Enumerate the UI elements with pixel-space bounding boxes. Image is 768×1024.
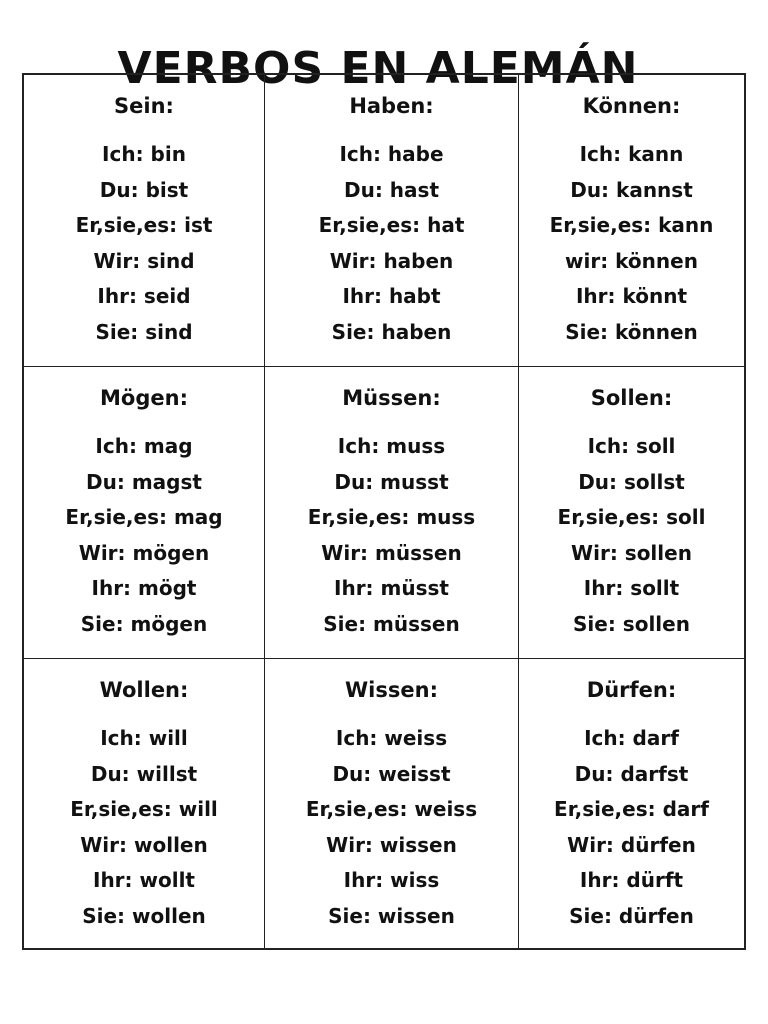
verb-cell-sollen [519,367,744,659]
conjugation-line: Ich: soll [587,434,676,458]
conjugation-list [519,429,744,642]
verb-cell-haben [265,75,519,367]
conjugation-line: Wir: wollen [80,832,208,857]
conjugation-line: Er,sie,es: ist [75,213,213,237]
verb-cell-sein [24,75,265,367]
conjugation-line: Ihr: seid [97,284,191,308]
verb-title: Wissen: [345,678,438,702]
conjugation-line: Wir: mögen [78,540,210,565]
conjugation-line: Ich: darf [584,726,679,750]
conjugation-line: Er,sie,es: mag [65,505,223,529]
conjugation-line: Ihr: könnt [575,284,688,308]
conjugation-line: Ihr: wollt [93,868,195,892]
conjugation-line: Ich: bin [102,142,186,166]
verb-cell-wissen [265,659,519,948]
conjugation-list [265,721,518,934]
conjugation-line: Ich: kann [579,142,684,166]
conjugation-line: Du: weisst [332,761,451,786]
conjugation-line: Du: sollst [578,469,685,494]
conjugation-line: Sie: können [565,319,698,344]
conjugation-line: Ich: will [100,726,188,750]
conjugation-line: Ich: weiss [335,726,448,750]
conjugation-line: Sie: haben [331,319,452,344]
verb-table [22,73,746,950]
conjugation-line: Sie: sollen [573,611,690,636]
conjugation-line: Sie: mögen [80,611,208,636]
conjugation-line: Wir: sollen [571,540,692,565]
verb-title: Können: [582,94,681,118]
conjugation-line: Wir: wissen [326,832,457,857]
conjugation-list [24,721,264,934]
conjugation-line: Du: willst [90,761,198,786]
conjugation-line: Wir: dürfen [567,832,696,857]
conjugation-line: Ich: muss [337,434,446,458]
conjugation-list [519,137,744,350]
conjugation-line: Ihr: habt [342,284,441,308]
verb-cell-muessen [265,367,519,659]
verb-title: Mögen: [100,386,188,410]
verb-title: Haben: [349,94,434,118]
page-title: VERBOS EN ALEMÁN [117,43,639,95]
verb-cell-duerfen [519,659,744,948]
conjugation-line: Ich: habe [339,142,444,166]
conjugation-list [265,429,518,642]
conjugation-list [519,721,744,934]
conjugation-line: Er,sie,es: soll [557,505,706,529]
conjugation-line: wir: können [565,248,698,273]
conjugation-line: Wir: müssen [321,540,462,565]
conjugation-line: Sie: dürfen [569,903,694,928]
conjugation-line: Wir: sind [93,248,195,273]
conjugation-line: Er,sie,es: muss [307,505,476,529]
conjugation-line: Sie: wollen [82,903,206,928]
conjugation-line: Du: hast [344,177,439,202]
verb-title: Sein: [114,94,174,118]
conjugation-list [24,429,264,642]
verb-title: Müssen: [342,386,441,410]
conjugation-line: Er,sie,es: darf [554,797,709,821]
verb-cell-wollen [24,659,265,948]
verb-cell-moegen [24,367,265,659]
conjugation-line: Ihr: sollt [583,576,680,600]
conjugation-line: Er,sie,es: hat [318,213,465,237]
conjugation-line: Ihr: dürft [579,868,684,892]
conjugation-line: Er,sie,es: kann [549,213,714,237]
conjugation-line: Er,sie,es: weiss [305,797,478,821]
verb-title: Dürfen: [586,678,677,702]
verb-title: Sollen: [590,386,673,410]
conjugation-line: Du: darfst [574,761,689,786]
conjugation-line: Wir: haben [329,248,454,273]
conjugation-list [24,137,264,350]
conjugation-line: Ihr: mögt [91,576,197,600]
conjugation-line: Du: magst [86,469,202,494]
conjugation-line: Du: kannst [570,177,693,202]
conjugation-line: Du: musst [334,469,449,494]
conjugation-line: Ihr: wiss [343,868,440,892]
conjugation-line: Ihr: müsst [334,576,449,600]
verb-title: Wollen: [99,678,189,702]
conjugation-list [265,137,518,350]
conjugation-line: Du: bist [99,177,189,202]
conjugation-line: Ich: mag [95,434,193,458]
verb-cell-koennen [519,75,744,367]
conjugation-line: Er,sie,es: will [70,797,218,821]
conjugation-line: Sie: müssen [323,611,460,636]
conjugation-line: Sie: sind [95,319,193,344]
conjugation-line: Sie: wissen [328,903,455,928]
